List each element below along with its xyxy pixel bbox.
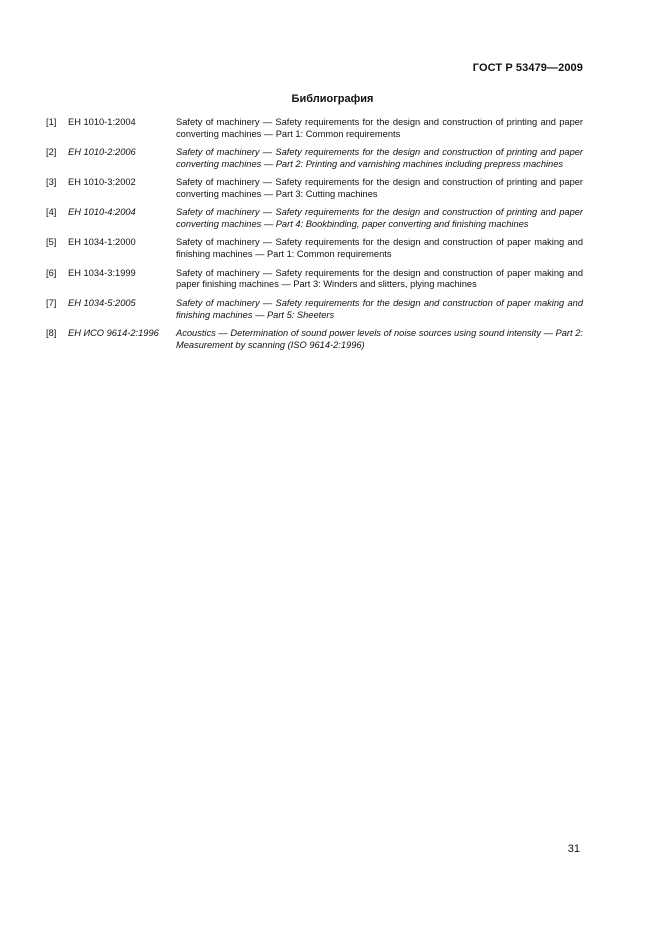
standard-designation: ЕН 1034-5:2005 [68,297,136,308]
standard-title: Safety of machinery — Safety requirements for the design and construction of printing and paper converting machines — Part 3: Cutting machines [176,177,583,200]
page-number: 31 [567,843,580,855]
entry-number: [2] [46,147,57,158]
standard-title: Safety of machinery — Safety requirements for the design and construction of printing and paper converting machines — Part 4: Bookbinding, paper converting and finishing machines [176,207,583,230]
standard-title: Acoustics — Determination of sound power levels of noise sources using sound intensity — Part 2: Measurement by scanning (ISO 9614-2:1996) [176,327,583,350]
standard-designation: ЕН 1034-1:2000 [68,237,136,248]
entry-number: [8] [46,327,57,338]
standard-title: Safety of machinery — Safety requirements for the design and construction of printing and paper converting machines — Part 1: Common requirements [176,117,583,139]
standard-title: Safety of machinery — Safety requirements for the design and construction of paper making and finishing machines — Part 5: Sheeters [176,297,583,320]
entry-number: [1] [46,117,57,127]
standard-designation: ЕН ИСО 9614-2:1996 [68,327,159,338]
bibliography-list [46,117,583,358]
entry-number: [6] [46,267,57,278]
entry-number: [7] [46,297,57,308]
standard-designation: ЕН 1010-1:2004 [68,117,136,127]
bibliography-entry [46,207,583,231]
bibliography-entry [46,177,583,201]
bibliography-entry [46,147,583,171]
section-title: Библиография [291,93,374,105]
standard-designation: ЕН 1010-2:2006 [68,147,136,158]
entry-number: [5] [46,237,57,248]
entry-number: [4] [46,207,57,218]
entry-number: [3] [46,177,57,188]
standard-title: Safety of machinery — Safety requirements for the design and construction of printing and paper converting machines — Part 2: Printing and varnishing machines including prepress machines [176,147,583,170]
bibliography-entry [46,237,583,261]
standard-designation: ЕН 1010-4:2004 [68,207,136,218]
standard-code-header: ГОСТ Р 53479—2009 [472,62,583,74]
standard-title: Safety of machinery — Safety requirements for the design and construction of paper making and finishing machines — Part 1: Common requirements [176,237,583,260]
standard-designation: ЕН 1034-3:1999 [68,267,136,278]
bibliography-entry [46,328,583,352]
standard-designation: ЕН 1010-3:2002 [68,177,136,188]
standard-title: Safety of machinery — Safety requirements for the design and construction of paper making and paper finishing machines — Part 3: Winders and slitters, plying machines [176,267,583,290]
bibliography-entry [46,298,583,322]
bibliography-entry [46,117,583,141]
bibliography-entry [46,268,583,292]
